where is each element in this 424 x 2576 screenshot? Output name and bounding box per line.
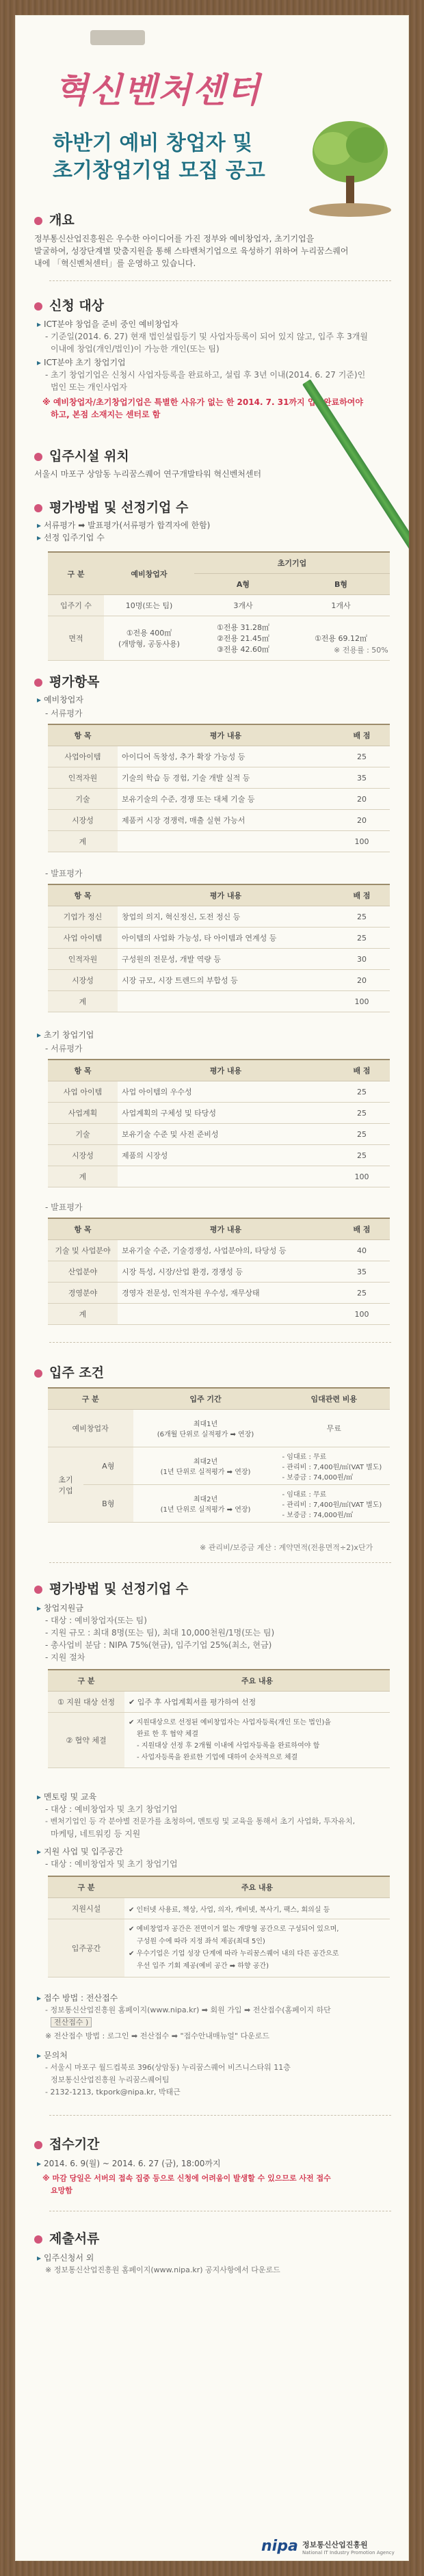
cell: 제품의 시장성: [118, 1145, 334, 1166]
col-type-a: A형: [194, 574, 292, 595]
col-pre: 예비창업자: [104, 552, 194, 595]
cell: 입주공간: [48, 1919, 124, 1977]
cell: 구성원의 전문성, 개발 역량 등: [118, 949, 334, 970]
cell: 기술의 학습 등 경험, 기술 개발 실적 등: [118, 767, 334, 789]
cell: [118, 1304, 334, 1325]
period-heading: 접수기간: [34, 2134, 99, 2153]
col-early: 초기기업: [194, 552, 390, 574]
terms-table: [48, 1387, 390, 1523]
eligibility-heading: 신청 대상: [34, 295, 104, 314]
cell: 보유기술의 수준, 경쟁 또는 대체 기술 등: [118, 789, 334, 810]
cell: 35: [334, 1261, 390, 1283]
cell: 보유기술 수준 및 사전 준비성: [118, 1124, 334, 1145]
cell: 창업의 의지, 혁신정신, 도전 정신 등: [118, 906, 334, 928]
table-row: [48, 1410, 390, 1447]
method-s4: ▸ 접수 방법 : 전산접수: [37, 1993, 118, 2003]
overview-body-2: 발굴하여, 성장단계별 맞춤지원을 통해 스타벤처기업으로 육성하기 위하여 누리꿈스퀘어: [34, 246, 349, 256]
eval-table-early-pres: [48, 1218, 390, 1325]
col-item: 항 목: [48, 884, 118, 906]
eval-table-early-doc: [48, 1059, 390, 1187]
hero-line-2: 초기창업기업 모집 공고: [53, 159, 265, 183]
cell: 사업 아이템: [48, 1081, 118, 1103]
method-s1: ▸ 창업지원금: [37, 1603, 83, 1613]
table-row: [48, 970, 390, 991]
cell: 기술: [48, 1124, 118, 1145]
method-s5-b: 정보통신산업진흥원 누리꿈스퀘어팀: [51, 2075, 170, 2084]
cell: 아이디어 독창성, 추가 확장 가능성 등: [118, 746, 334, 767]
cell: 계: [48, 1304, 118, 1325]
cell: 1개사: [292, 595, 390, 616]
method-s2-b: - 벤처기업인 등 각 분야별 전문가를 초청하여, 멘토링 및 교육을 통해서 초기 사업화, 투자유치,: [45, 1817, 356, 1826]
cell: 시장성: [48, 1145, 118, 1166]
items-pres-label: - 발표평가: [45, 869, 83, 878]
cell: 30: [334, 949, 390, 970]
eval-table-pre-doc: [48, 724, 390, 852]
col-item: 항 목: [48, 1060, 118, 1081]
cell: 35: [334, 767, 390, 789]
cell: 기업가 정신: [48, 906, 118, 928]
table-row: [48, 1713, 390, 1768]
table-row: [48, 906, 390, 928]
method-s4-c: ※ 전산접수 방법 : 로그인 ➡ 전산접수 ➡ "접수안내매뉴얼" 다운로드: [45, 2032, 269, 2040]
cell: 25: [334, 928, 390, 949]
method-s1-a: - 대상 : 예비창업자(또는 팀): [45, 1616, 147, 1625]
cell: 25: [334, 1103, 390, 1124]
table-row: [48, 1898, 390, 1919]
cell: 제품커 시장 경쟁력, 매출 실현 가능서: [118, 810, 334, 831]
items-heading: 평가항목: [34, 672, 99, 690]
cell: 경영분야: [48, 1283, 118, 1304]
table-row: [48, 1447, 390, 1485]
table-row: [48, 1166, 390, 1187]
cell: 기술: [48, 789, 118, 810]
cell: 사업 아이템의 우수성: [118, 1081, 334, 1103]
cell: 25: [334, 746, 390, 767]
table-row: [48, 1124, 390, 1145]
method-s5-c: - 2132-1213, tkpork@nipa.kr, 박태근: [45, 2088, 181, 2097]
table-row: [48, 767, 390, 789]
table-row: [48, 810, 390, 831]
tree-icon: [302, 111, 398, 220]
cell: [118, 991, 334, 1012]
items-early-label: ▸ 초기 창업기업: [37, 1030, 94, 1040]
table-row: [48, 1304, 390, 1325]
table-row: [48, 1919, 390, 1977]
cell: 지원시설: [48, 1898, 124, 1919]
col-content: 주요 내용: [124, 1670, 390, 1692]
cell: 100: [334, 1304, 390, 1325]
cell: 25: [334, 1124, 390, 1145]
cell: ✔ 입주 후 사업계획서를 평가하여 선정: [124, 1692, 390, 1713]
cell: - 임대료 : 무료 - 관리비 : 7,400원/㎡(VAT 별도) - 보증금 : 74,000원/㎡: [278, 1447, 390, 1485]
cell: 최대2년 (1년 단위로 실적평가 ➡ 연장): [133, 1485, 278, 1523]
nipa-logo: nipa: [261, 2538, 298, 2555]
method-s3-a: - 대상 : 예비창업자 및 초기 창업기업: [45, 1859, 178, 1869]
cell: 최대2년 (1년 단위로 실적평가 ➡ 연장): [133, 1447, 278, 1485]
cell: 초기 기업: [48, 1447, 83, 1523]
table-row: [48, 991, 390, 1012]
eligibility-b-desc-1: - 초기 창업기업은 신청시 사업자등록을 완료하고, 설립 후 3년 이내(2014. 6. 27 기준)인: [45, 370, 366, 380]
method-s4-a: - 정보통신산업진흥원 홈페이지(www.nipa.kr) ➡ 회원 가입 ➡ 전산접수(홈페이지 하단: [45, 2006, 331, 2014]
cell: - 임대료 : 무료 - 관리비 : 7,400원/㎡(VAT 별도) - 보증금 : 74,000원/㎡: [278, 1485, 390, 1523]
footer-org-name: 정보통신산업진흥원: [302, 2540, 368, 2549]
cell: 시장성: [48, 810, 118, 831]
terms-heading: 입주 조건: [34, 1363, 104, 1381]
cell: 25: [334, 1283, 390, 1304]
cell: 경영자 전문성, 인적자원 우수성, 재무상태: [118, 1283, 334, 1304]
cell: 예비창업자: [48, 1410, 133, 1447]
hero-line-1: 하반기 예비 창업자 및: [53, 131, 253, 155]
cell: A형: [83, 1447, 133, 1485]
method-s4-b: [51, 2016, 92, 2029]
cell: ① 지원 대상 선정: [48, 1692, 124, 1713]
cell: 계: [48, 831, 118, 852]
docs-line-1: ▸ 입주신청서 외: [37, 2253, 94, 2263]
cell: ✔ 지원대상으로 선정된 예비창업자는 사업자등록(개인 또는 법인)을 완료 한 후 협약 체결 - 지원대상 선정 후 2개월 이내에 사업자등록을 완료하여야 함 - 사업자등록을 완료한 기업에 대하여 순차적으로 체결: [124, 1713, 390, 1768]
cell: 3개사: [194, 595, 292, 616]
cell: [118, 831, 334, 852]
location-heading: 입주시설 위치: [34, 446, 129, 464]
cell: 아이템의 사업화 가능성, 타 아이템과 연계성 등: [118, 928, 334, 949]
cell: ✔ 인터넷 사용료, 책상, 사업, 의자, 캐비넷, 복사기, 팩스, 회의실 등: [124, 1898, 390, 1919]
col-score: 배 점: [334, 884, 390, 906]
cell: 20: [334, 789, 390, 810]
col-item: 항 목: [48, 1218, 118, 1240]
cell: 산업분야: [48, 1261, 118, 1283]
cell: 면적: [48, 616, 104, 661]
divider: [49, 1562, 391, 1563]
submit-button-label: 전산접수 ): [51, 2017, 92, 2027]
col-content: 주요 내용: [124, 1876, 390, 1898]
selection-heading: 평가방법 및 선정기업 수: [34, 497, 188, 516]
period-line: ▸ 2014. 6. 9(월) ~ 2014. 6. 27 (금), 18:00까지: [37, 2159, 221, 2168]
cell: ② 협약 체결: [48, 1713, 124, 1768]
cell: ①전용 31.28㎡ ②전용 21.45㎡ ③전용 42.60㎡: [194, 616, 292, 661]
divider: [49, 1342, 391, 1343]
col-content: 평가 내용: [118, 1218, 334, 1240]
eval-table-pre-pres: [48, 884, 390, 1012]
cell: 100: [334, 991, 390, 1012]
col-gubun: 구 분: [48, 552, 104, 595]
eligibility-warning-2: 하고, 본점 소재지는 센터로 함: [51, 410, 161, 419]
col-content: 평가 내용: [118, 724, 334, 746]
table-row: [48, 789, 390, 810]
table-row: [48, 1261, 390, 1283]
col-gubun: 구 분: [48, 1388, 133, 1410]
footer-org-english: National IT Industry Promotion Agency: [302, 2550, 395, 2555]
cell: ✔ 예비창업자 공간은 전면이거 없는 개방형 공간으로 구성되어 있으며, 구성원 수에 따라 지정 좌석 제공(최대 5인) ✔ 우수기업은 기업 성장 단계에 따라 누리꿈스퀘어 내의 다른 공간으로 우선 입주 기회 제공(예비 공간 ➡ 하향 공간): [124, 1919, 390, 1977]
eligibility-b-desc-2: 법인 또는 개인사업자: [51, 382, 127, 392]
cell: 보유기술 수준, 기술경쟁성, 사업분야의, 타당성 등: [118, 1240, 334, 1261]
center-title: 혁신벤처센터: [55, 70, 261, 110]
cell: 인적자원: [48, 949, 118, 970]
eligibility-a-desc-1: - 기준일(2014. 6. 27) 현재 법인설립등기 및 사업자등록이 되어 있지 않고, 입주 후 3개월: [45, 332, 368, 341]
table-row: [48, 595, 390, 616]
cell: 사업 아이템: [48, 928, 118, 949]
method-s2: ▸ 멘토링 및 교육: [37, 1792, 97, 1802]
eligibility-warning-1: ※ 예비창업자/초기창업기업은 특별한 사유가 없는 한 2014. 7. 31까지 입주완료하여야: [42, 397, 363, 407]
divider: [49, 2115, 391, 2116]
cell: 계: [48, 1166, 118, 1187]
cell: 사업계획: [48, 1103, 118, 1124]
cell: 25: [334, 906, 390, 928]
support-table: [48, 1876, 390, 1977]
items-pres2-label: - 발표평가: [45, 1202, 83, 1212]
col-gubun: 구 분: [48, 1670, 124, 1692]
method-s5-a: - 서울시 마포구 월드컵북로 396(상암동) 누리꿈스퀘어 비즈니스타워 11층: [45, 2063, 291, 2072]
table-row: [48, 831, 390, 852]
method-s1-c: - 총사업비 분담 : NIPA 75%(현금), 입주기업 25%(최소, 현금): [45, 1640, 272, 1650]
method-heading: 평가방법 및 선정기업 수: [34, 1579, 188, 1597]
selection-line-2: ▸ 선정 입주기업 수: [37, 533, 105, 542]
items-doc-label: - 서류평가: [45, 709, 83, 718]
cell: 무료: [278, 1410, 390, 1447]
method-s1-d: - 지원 절차: [45, 1653, 85, 1662]
docs-heading: 제출서류: [34, 2229, 99, 2247]
cell: 사업아이템: [48, 746, 118, 767]
cell: 입주기 수: [48, 595, 104, 616]
col-type-b: B형: [292, 574, 390, 595]
overview-heading: 개요: [34, 210, 75, 228]
col-gubun: 구 분: [48, 1876, 124, 1898]
items-doc2-label: - 서류평가: [45, 1044, 83, 1053]
cell: 25: [334, 1081, 390, 1103]
cell: 사업계획의 구체성 및 타당성: [118, 1103, 334, 1124]
selection-line-1: ▸ 서류평가 ➡ 발표평가(서류평가 합격자에 한함): [37, 521, 211, 530]
cell: B형: [83, 1485, 133, 1523]
col-score: 배 점: [334, 1060, 390, 1081]
paper-clip-icon: [90, 30, 145, 45]
table-row: [48, 1283, 390, 1304]
table-row: [48, 746, 390, 767]
cell: 시장 특성, 시장/산업 환경, 경쟁성 등: [118, 1261, 334, 1283]
overview-body-3: 내에 「혁신벤처센터」를 운영하고 있습니다.: [34, 259, 196, 268]
col-content: 평가 내용: [118, 1060, 334, 1081]
table-row: [48, 949, 390, 970]
cell: 10명(또는 팀): [104, 595, 194, 616]
col-score: 배 점: [334, 724, 390, 746]
col-fee: 임대관련 비용: [278, 1388, 390, 1410]
table-row: [48, 1081, 390, 1103]
cell: 25: [334, 1145, 390, 1166]
col-content: 평가 내용: [118, 884, 334, 906]
notice-paper: [15, 15, 409, 2561]
eligibility-a-title: ▸ ICT분야 창업을 준비 중인 예비창업자: [37, 319, 178, 329]
cell: 100: [334, 1166, 390, 1187]
location-body: 서울시 마포구 상암동 누리꿈스퀘어 연구개발타워 혁신벤처센터: [34, 469, 262, 479]
col-item: 항 목: [48, 724, 118, 746]
cell: ①전용 69.12㎡: [292, 616, 390, 661]
table-row: [48, 928, 390, 949]
eligibility-a-desc-2: 이내에 창업(개인/법인)이 가능한 개인(또는 팀): [51, 344, 220, 354]
divider: [49, 280, 391, 281]
col-score: 배 점: [334, 1218, 390, 1240]
selection-note: ※ 전용률 : 50%: [334, 646, 388, 655]
table-row: [48, 1485, 390, 1523]
cell: 시장성: [48, 970, 118, 991]
cell: 20: [334, 810, 390, 831]
docs-line-2: ※ 정보통신산업진흥원 홈페이지(www.nipa.kr) 공지사항에서 다운로드: [45, 2265, 280, 2274]
eligibility-b-title: ▸ ICT분야 초기 창업기업: [37, 358, 126, 367]
cell: 40: [334, 1240, 390, 1261]
cell: 기술 및 사업분야: [48, 1240, 118, 1261]
cell: 인적자원: [48, 767, 118, 789]
cell: 시장 규모, 시장 트렌드의 부합성 등: [118, 970, 334, 991]
period-warning-2: 요망함: [51, 2186, 72, 2195]
method-s1-b: - 지원 규모 : 최대 8명(또는 팀), 최대 10,000천원/1명(또는 팀): [45, 1628, 275, 1638]
table-row: [48, 1240, 390, 1261]
col-period: 입주 기간: [133, 1388, 278, 1410]
items-pre-label: ▸ 예비창업자: [37, 695, 83, 705]
method-s5: ▸ 문의처: [37, 2051, 68, 2060]
cell: 최대1년 (6개월 단위로 실적평가 ➡ 연장): [133, 1410, 278, 1447]
cell: 100: [334, 831, 390, 852]
terms-note: ※ 관리비/보증금 계산 : 계약면적(전용면적÷2)x단가: [200, 1543, 373, 1552]
cell: 20: [334, 970, 390, 991]
overview-body-1: 정부통신산업진흥원은 우수한 아이디어를 가진 정부와 예비창업자, 초기기업을: [34, 234, 315, 244]
method-s2-a: - 대상 : 예비창업자 및 초기 창업기업: [45, 1804, 178, 1814]
table-row: [48, 1103, 390, 1124]
table-row: [48, 1692, 390, 1713]
table-row: [48, 1145, 390, 1166]
cell: [118, 1166, 334, 1187]
method-s2-c: 마케팅, 네트워킹 등 지원: [51, 1829, 141, 1839]
cell: 계: [48, 991, 118, 1012]
method-s3: ▸ 지원 사업 및 입주공간: [37, 1847, 123, 1856]
cell: ①전용 400㎡ (개방형, 공동사용): [104, 616, 194, 661]
period-warning-1: ※ 마감 당일은 서버의 접속 집중 등으로 신청에 어려움이 발생할 수 있으므로 사전 접수: [42, 2174, 331, 2183]
flow-table: [48, 1669, 390, 1768]
